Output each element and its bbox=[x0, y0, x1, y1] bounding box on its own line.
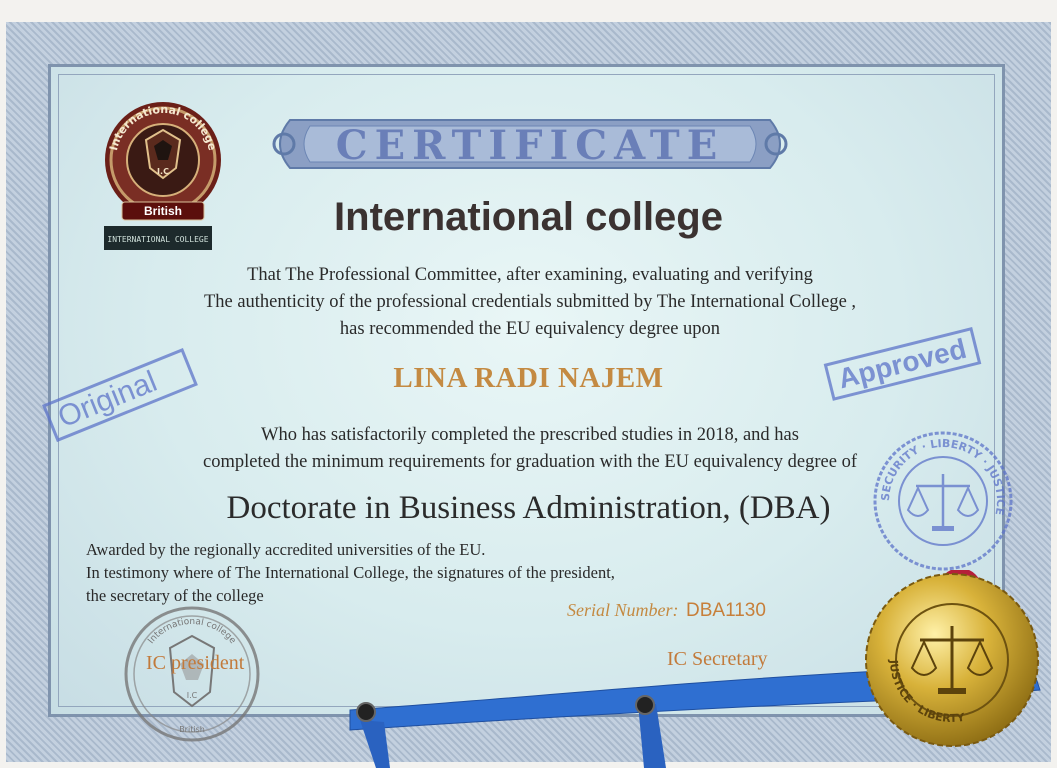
testimony-line-3: the secretary of the college bbox=[86, 586, 264, 605]
justice-stamp bbox=[872, 430, 1014, 572]
logo-ribbon-text: British bbox=[143, 204, 183, 218]
gold-seal-ring-text: JUSTICE · LIBERTY bbox=[886, 659, 966, 726]
original-stamp: Original bbox=[42, 348, 198, 442]
logo-plate-text: INTERNATIONAL COLLEGE bbox=[107, 235, 209, 244]
president-seal bbox=[112, 606, 274, 744]
intro-line-2: The authenticity of the professional credentials submitted by The International College , bbox=[203, 292, 857, 312]
secretary-signature-label: IC Secretary bbox=[667, 648, 768, 670]
president-seal-ring-text: International college bbox=[146, 616, 238, 646]
approved-stamp: Approved bbox=[824, 327, 981, 401]
recipient-name: LINA RADI NAJEM bbox=[393, 362, 664, 394]
intro-line-1: That The Professional Committee, after examining, evaluating and verifying bbox=[247, 265, 813, 285]
testimony-line-2: In testimony where of The International College, the signatures of the president, bbox=[86, 563, 615, 582]
completion-line-2: completed the minimum requirements for graduation with the EU equivalency degree of bbox=[203, 452, 857, 472]
president-seal-bottom-text: British bbox=[179, 725, 205, 734]
serial-number-value: DBA1130 bbox=[686, 600, 766, 621]
logo-center-text: I.C bbox=[157, 167, 169, 176]
testimony-line-1: Awarded by the regionally accredited universities of the EU. bbox=[86, 540, 486, 559]
president-seal-center-text: I.C bbox=[186, 691, 198, 700]
president-signature-label: IC president bbox=[146, 652, 245, 674]
gold-seal bbox=[862, 570, 1042, 750]
svg-text:International college bbox=[146, 617, 237, 646]
degree-title: Doctorate in Business Administration, (DBA) bbox=[226, 490, 831, 526]
serial-number-label: Serial Number: bbox=[567, 600, 679, 620]
intro-line-3: has recommended the EU equivalency degree upon bbox=[339, 319, 721, 339]
institution-name: International college bbox=[334, 195, 723, 239]
certificate-heading: CERTIFICATE bbox=[335, 122, 725, 169]
justice-stamp-ring-text: SECURITY · LIBERTY · JUSTICE bbox=[878, 436, 1008, 517]
completion-line-1: Who has satisfactorily completed the prescribed studies in 2018, and has bbox=[261, 425, 799, 445]
logo-ring-text: International college bbox=[107, 102, 219, 152]
